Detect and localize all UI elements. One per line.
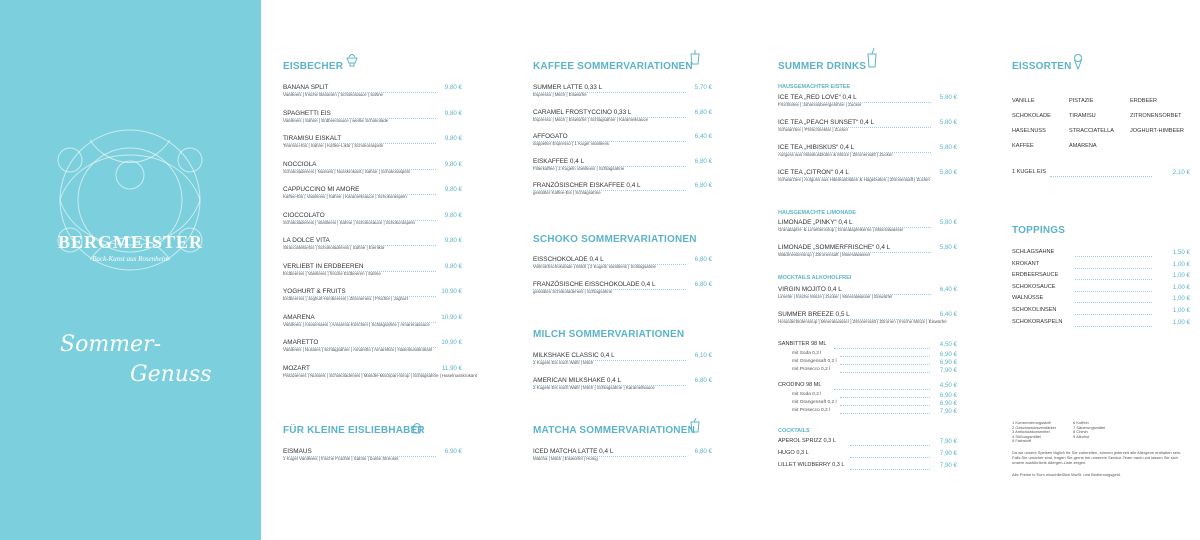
topping-price: 1,00 € [1172, 272, 1190, 280]
dotted-leader [283, 220, 436, 221]
item-name: BANANA SPLIT [283, 84, 329, 91]
dotted-leader [283, 169, 436, 170]
menu-item [533, 281, 656, 294]
dotted-leader [778, 319, 931, 320]
item-price: 10,90 € [441, 288, 462, 295]
item-description: Vanilleeis | Nusseis | Schlagsahne | Amaretto | Amarettini | Haselnusskrokant [283, 347, 433, 352]
dotted-leader [1075, 314, 1152, 315]
item-description: Aufguss aus Hibiskusblüten & Minze | Zitronensaft | Zucker [778, 152, 893, 157]
item-name: SUMMER LATTE 0,33 L [533, 84, 603, 91]
cocktail-price: 7,90 € [939, 450, 957, 457]
item-name: FRANZÖSISCHE EISSCHOKOLADE 0,4 L [533, 280, 656, 288]
item-price: 6,80 € [694, 448, 712, 455]
variant-price: 6,90 € [939, 400, 957, 407]
allergy-note: Da wir unsere Speisen täglich für Sie zubereiten, können jederzeit alle Allergene enthalten sein. Falls Sie unsicher sind, fragen Sie gerne bei unserem Service-Team nach und lassen Sie sich unsere ausführliche Allergen-Liste zeigen. [1012, 450, 1182, 465]
drink-name: SANBITTER 98 ML [778, 341, 827, 347]
item-description: Vanilleeis | Amarenaeis | Amarena-Kirschen | Schlagsahne | Amarenasauce [283, 321, 430, 327]
item-description: Schwarztee | Pfirsichnektar | Zucker [778, 127, 849, 132]
menu-item [533, 256, 656, 269]
item-description: Kaffee-Eis | Vanilleeis | Sahne | Karamellsauce | Schokoraspeln [283, 194, 407, 199]
flavor-name: TIRAMISU [1069, 113, 1096, 119]
dotted-leader [850, 469, 930, 470]
item-name: AFFOGATO [533, 133, 568, 140]
menu-item [533, 377, 655, 390]
script-line-1: Sommer- [60, 332, 162, 357]
menu-item [778, 94, 862, 107]
flavor-name: PISTAZIE [1069, 98, 1094, 104]
dotted-leader [1075, 302, 1152, 303]
menu-item [778, 219, 904, 232]
section-title: TOPPINGS [1012, 225, 1066, 236]
topping-price: 1,00 € [1172, 307, 1190, 314]
cocktail-price: 7,90 € [939, 462, 957, 469]
additive-note: 6 Koffein [1073, 420, 1089, 425]
item-description: Limette | frische Minze | Zucker | Mineralwasser | Eiswürfel [778, 294, 893, 299]
item-name: CARAMEL FROSTYCCINO 0,33 L [533, 108, 632, 116]
topping-price: 1,50 € [1172, 249, 1190, 256]
section-title: KAFFEE SOMMERVARIATIONEN [533, 61, 693, 72]
section-title: SCHOKO SOMMERVARIATIONEN [533, 234, 697, 245]
cupcake-icon [411, 420, 423, 434]
item-price: 10,90 € [441, 313, 462, 321]
item-description: Matcha | Milch | Eiswürfel | Honig [533, 456, 598, 461]
item-price: 6,40 € [939, 310, 957, 318]
menu-item [283, 448, 398, 461]
topping-price: 1,00 € [1172, 283, 1190, 291]
item-name: LIMONADE „SOMMERFRISCHE“ 0,4 L [778, 243, 891, 251]
item-description: Filterkaffee | 2 Kugeln Vanilleeis | Schlagsahne [533, 165, 625, 171]
topping-price: 1,00 € [1172, 260, 1190, 268]
item-price: 6,80 € [694, 256, 712, 263]
subsection-title: MOCKTAILS ALKOHOLFREI [778, 275, 852, 281]
flavor-name: HASELNUSS [1012, 128, 1046, 134]
brand-subtitle: Back-Kunst aus Rosenheim [92, 255, 169, 263]
dotted-leader [1050, 176, 1152, 177]
menu-item [283, 237, 385, 250]
topping-name: SCHOKOSAUCE [1012, 283, 1056, 290]
item-description: 1 Kugel Vanilleeis | frische Früchte | Sahne | bunte Streusel [283, 456, 399, 461]
drink-price: 4,50 € [939, 341, 957, 348]
section-title: EISBECHER [283, 61, 344, 72]
item-description: 2 Kugeln Eis nach Wahl | Milch | Schlagsahne | Karamellsauce [533, 385, 655, 390]
dotted-leader [778, 102, 931, 103]
menu-item [283, 263, 381, 276]
item-price: 6,40 € [694, 133, 712, 140]
variant-price: 6,90 € [939, 392, 957, 399]
item-price: 9,80 € [444, 262, 462, 270]
topping-price: 1,00 € [1172, 295, 1190, 303]
item-name: SPAGHETTI EIS [283, 109, 331, 117]
drink-variant: mit Orangensaft 0,2 l [792, 400, 837, 405]
item-description: Holunderblütensirup | Mineralwasser | Zitronensaft | Zitronen | frische Minze | Eiswürfel [778, 318, 947, 324]
menu-item [778, 286, 892, 299]
dotted-leader [850, 457, 930, 458]
item-name: ICE TEA „PEACH SUNSET“ 0,4 L [778, 119, 875, 126]
item-description: Vollmilchschokolade | Milch | 2 Kugeln Vanilleeis | Schlagsahne [533, 264, 656, 269]
dotted-leader [1075, 291, 1152, 292]
menu-item [283, 186, 407, 199]
topping-name: SCHLAGSAHNE [1012, 249, 1055, 255]
item-price: 9,80 € [444, 186, 462, 193]
variant-price: 7,90 € [939, 408, 957, 415]
item-price: 6,10 € [694, 352, 712, 359]
topping-name: WALNÜSSE [1012, 295, 1044, 302]
item-description: Tiramisu-Eis | Sahne | Kaffee-Likör | Schokoraspeln [283, 143, 384, 148]
dotted-leader [533, 385, 686, 386]
item-price: 10,90 € [441, 339, 462, 346]
item-name: AMARETTO [283, 339, 319, 346]
item-description: Schwarztee | Aufguss aus Hibiskusblüten & Hagebutten | Zitronensaft | Zucker [778, 177, 931, 182]
dotted-leader [533, 166, 686, 167]
brand-name: BERGMEISTER [57, 232, 204, 252]
flavor-name: ZITRONENSORBET [1130, 113, 1182, 119]
item-price: 9,80 € [444, 237, 462, 244]
item-name: EISSCHOKOLADE 0,4 L [533, 256, 604, 263]
dotted-leader [778, 294, 931, 295]
topping-name: ERDBEERSAUCE [1012, 272, 1059, 279]
item-name: CAPPUCCINO MI AMORE [283, 186, 360, 193]
dotted-leader [283, 245, 436, 246]
menu-item [533, 182, 641, 195]
dotted-leader [834, 389, 930, 390]
flavor-name: AMARENA [1069, 143, 1097, 149]
dotted-leader [283, 92, 436, 93]
item-name: AMERICAN MILKSHAKE 0,4 L [533, 377, 622, 384]
menu-item [283, 135, 383, 148]
menu-item [778, 169, 930, 182]
menu-item [533, 109, 648, 122]
item-name: VIRGIN MOJITO 0,4 L [778, 286, 842, 293]
item-name: LA DOLCE VITA [283, 237, 330, 244]
dotted-leader [533, 92, 686, 93]
item-name: VERLIEBT IN ERDBEEREN [283, 262, 364, 270]
dotted-leader [834, 348, 930, 349]
menu-item [533, 133, 609, 146]
dotted-leader [283, 347, 436, 348]
topping-price: 1,00 € [1172, 318, 1190, 326]
item-price: 5,80 € [939, 144, 957, 151]
variant-price: 6,90 € [939, 359, 957, 366]
section-title: SUMMER DRINKS [778, 61, 867, 72]
item-name: MOZART [283, 364, 310, 372]
item-price: 9,80 € [444, 109, 462, 117]
item-name: FRANZÖSISCHER EISKAFFEE 0,4 L [533, 182, 641, 189]
topping-name: KROKANT [1012, 260, 1040, 267]
item-description: Granatapfel- & Limettensirup | Granatapfelkerne | Mineralwasser [778, 227, 904, 232]
item-description: Vanilleeis | Sahne | Erdbeersauce | weiße Schokolade [283, 117, 389, 123]
item-name: ICE TEA „RED LOVE“ 0,4 L [778, 94, 857, 101]
section-title: FÜR KLEINE EISLIEBHABER [283, 425, 425, 436]
item-description: Erdbeereis | Vanilleeis | frische Erdbeeren | Sahne [283, 270, 381, 276]
dotted-leader [283, 322, 436, 323]
item-description: Stracciatella-Eis | Schokoladeneis | Sahne | Eierlikör [283, 245, 385, 250]
item-description: Espresso | Milch | Eiswürfel | Schlagsahne | Karamellsauce [533, 116, 649, 122]
item-price: 6,80 € [694, 377, 712, 384]
item-name: ICE TEA „CITRON“ 0,4 L [778, 169, 849, 176]
ice-cream-cone-icon [1073, 54, 1085, 68]
additive-note: 2 Geschmacksverstärker [1012, 424, 1057, 430]
drink-price: 4,50 € [939, 382, 957, 389]
item-description: Schokoladeneis | Vanilleeis | Sahne | Schokosauce | Schokoraspeln [283, 219, 415, 225]
price-note: Alle Preise in Euro einschließlich MwSt. und Bedienungsgeld. [1012, 472, 1121, 477]
menu-item [283, 212, 415, 225]
item-price: 6,80 € [694, 108, 712, 116]
section-title: EISSORTEN [1012, 61, 1072, 72]
subsection-title: HAUSGEMACHTER EISTEE [778, 84, 851, 90]
item-price: 5,80 € [939, 119, 957, 126]
flavor-name: ERDBEER [1130, 98, 1158, 104]
menu-item [533, 448, 613, 461]
cocktail-name: HUGO 0,3 L [778, 450, 809, 456]
dotted-leader [283, 373, 436, 374]
menu-item [283, 288, 408, 301]
cover-panel [0, 0, 261, 540]
menu-item [283, 339, 432, 352]
item-description: doppelter Espresso | 1 Kugel Vanilleeis [533, 141, 609, 146]
item-price: 5,80 € [939, 94, 957, 101]
topping-name: SCHOKORASPELN [1012, 318, 1063, 325]
additive-note: 1 Konservierungsstoff [1012, 420, 1051, 425]
item-price: 9,80 € [444, 160, 462, 168]
sundae-icon [346, 52, 358, 66]
cup-icon [690, 418, 702, 432]
dotted-leader [1075, 256, 1152, 257]
item-price: 6,80 € [694, 280, 712, 288]
item-name: ICE TEA „HIBISKUS“ 0,4 L [778, 144, 855, 151]
subsection-title: COCKTAILS [778, 428, 810, 434]
dotted-leader [778, 152, 931, 153]
item-price: 6,90 € [444, 448, 462, 455]
menu-item [283, 110, 388, 123]
item-description: Erdbeereis | Joghurt-Himbeereis | Zitroneneis | Früchte | Joghurt [283, 296, 409, 301]
dotted-leader [533, 264, 686, 265]
menu-item [283, 314, 430, 327]
item-description: Espresso | Milch | Eiswürfel [533, 92, 587, 97]
cocktail-name: APEROL SPRIZZ 0,3 L [778, 438, 836, 444]
menu-item [283, 161, 410, 174]
dotted-leader [850, 445, 930, 446]
item-price: 9,80 € [444, 84, 462, 91]
dotted-leader [1075, 268, 1152, 269]
item-name: EISKAFFEE 0,4 L [533, 157, 585, 165]
variant-price: 7,90 € [939, 367, 957, 374]
item-price: 6,40 € [939, 286, 957, 293]
additive-note: 4 Süßungsmittel [1012, 433, 1041, 439]
dotted-leader [533, 117, 686, 118]
drink-variant: mit Prosecco 0,2 l [792, 367, 831, 372]
flavor-name: KAFFEE [1012, 143, 1034, 149]
item-description: Vanilleeis | frische Bananen | Schokosauce | Sahne [283, 92, 383, 97]
item-name: CIOCCOLATO [283, 211, 325, 219]
dotted-leader [283, 194, 436, 195]
topping-name: SCHOKOLINSEN [1012, 307, 1057, 313]
item-price: 6,80 € [694, 157, 712, 165]
cocktail-price: 7,90 € [939, 438, 957, 445]
item-name: SUMMER BREEZE 0,5 L [778, 310, 850, 318]
scoop-price: 2,10 € [1172, 169, 1190, 176]
additive-note: 7 Säuerungsmittel [1073, 424, 1106, 430]
item-name: LIMONADE „PINKY“ 0,4 L [778, 219, 853, 226]
drink-icon [866, 48, 878, 62]
glass-icon [690, 50, 702, 64]
script-title [60, 330, 212, 390]
dotted-leader [533, 190, 686, 191]
menu-item [778, 244, 890, 257]
item-name: AMARENA [283, 313, 315, 321]
item-description: 2 Kugeln Eis nach Wahl | Milch [533, 360, 594, 365]
item-name: ICED MATCHA LATTE 0,4 L [533, 448, 614, 455]
item-price: 5,70 € [694, 84, 712, 91]
drink-variant: mit Soda 0,2 l [792, 392, 822, 397]
section-title: MATCHA SOMMERVARIATIONEN [533, 425, 696, 436]
flavor-name: STRACCIATELLA [1069, 128, 1114, 134]
drink-name: CRODINO 98 ML [778, 382, 822, 388]
item-name: TIRAMISU EISKALT [283, 135, 342, 142]
menu-item [283, 84, 383, 97]
item-name: MILKSHAKE CLASSIC 0,4 L [533, 352, 615, 359]
script-line-2: Genuss [130, 362, 212, 387]
item-description: Früchtetee | Johannisbeergelohrie | Zucker [778, 102, 862, 107]
flavor-name: SCHOKOLADE [1012, 113, 1051, 119]
flavor-name: JOGHURT-HIMBEER [1130, 128, 1184, 134]
item-price: 11,90 € [441, 364, 462, 372]
item-description: gesüßter Kaffee-Eis | Schlagsahne [533, 190, 601, 195]
section-title: MILCH SOMMERVARIATIONEN [533, 329, 685, 340]
drink-variant: mit Prosecco 0,2 l [792, 408, 831, 413]
item-price: 9,80 € [444, 135, 462, 142]
item-description: Schokoladeneis | Nusseis | Nusskrokant | Sahne | Schokoraspeln [283, 168, 411, 174]
item-name: NOCCIOLA [283, 160, 317, 168]
dotted-leader [533, 289, 686, 290]
item-price: 5,80 € [939, 219, 957, 226]
dotted-leader [1075, 326, 1152, 327]
item-name: EISMAUS [283, 448, 312, 455]
menu-item [778, 119, 874, 132]
menu-item [533, 84, 602, 97]
scoop-name: 1 KUGEL EIS [1012, 169, 1046, 175]
menu-item [778, 144, 893, 157]
menu-item [533, 158, 624, 171]
variant-price: 6,90 € [939, 351, 957, 358]
dotted-leader [778, 127, 931, 128]
item-price: 5,80 € [939, 243, 957, 251]
item-price: 6,80 € [694, 182, 712, 189]
dotted-leader [1075, 279, 1152, 280]
menu-item [533, 352, 615, 365]
additive-note: 8 Chinin [1073, 429, 1088, 435]
item-description: gesüßtes Schokoladeneis | Schlagsahne [533, 288, 613, 294]
dotted-leader [533, 360, 686, 361]
flavor-name: VANILLE [1012, 98, 1035, 104]
dotted-leader [533, 456, 686, 457]
dotted-leader [283, 143, 436, 144]
dotted-leader [778, 177, 931, 178]
item-description: Pistazieneis | Nusseis | Schokoladeneis | Mandel-Marzipan-Sirup | Schlagsahne | Haselnusskrokant [283, 372, 477, 378]
additive-note: 9 Alkohol [1073, 433, 1090, 439]
drink-variant: mit Orangensaft 0,2 l [792, 359, 837, 364]
drink-variant: mit Soda 0,2 l [792, 351, 822, 356]
dotted-leader [283, 296, 436, 297]
additive-note: 3 Antioxidationsmittel [1012, 429, 1050, 435]
dotted-leader [283, 271, 436, 272]
item-description: Waldmeistersirup | Zitronensaft | Mineralwasser [778, 251, 871, 257]
dotted-leader [778, 252, 931, 253]
item-price: 9,80 € [444, 211, 462, 219]
additive-note: 5 Farbstoff [1012, 438, 1032, 444]
subsection-title: HAUSGEMACHTE LIMONADE [778, 210, 856, 216]
item-price: 5,80 € [939, 169, 957, 176]
item-name: YOGHURT & FRUITS [283, 288, 346, 295]
cocktail-name: LILLET WILDBERRY 0,3 L [778, 462, 845, 468]
dotted-leader [778, 227, 931, 228]
dotted-leader [283, 456, 436, 457]
dotted-leader [533, 141, 686, 142]
ornament-logo-icon [30, 100, 230, 300]
dotted-leader [283, 118, 436, 119]
